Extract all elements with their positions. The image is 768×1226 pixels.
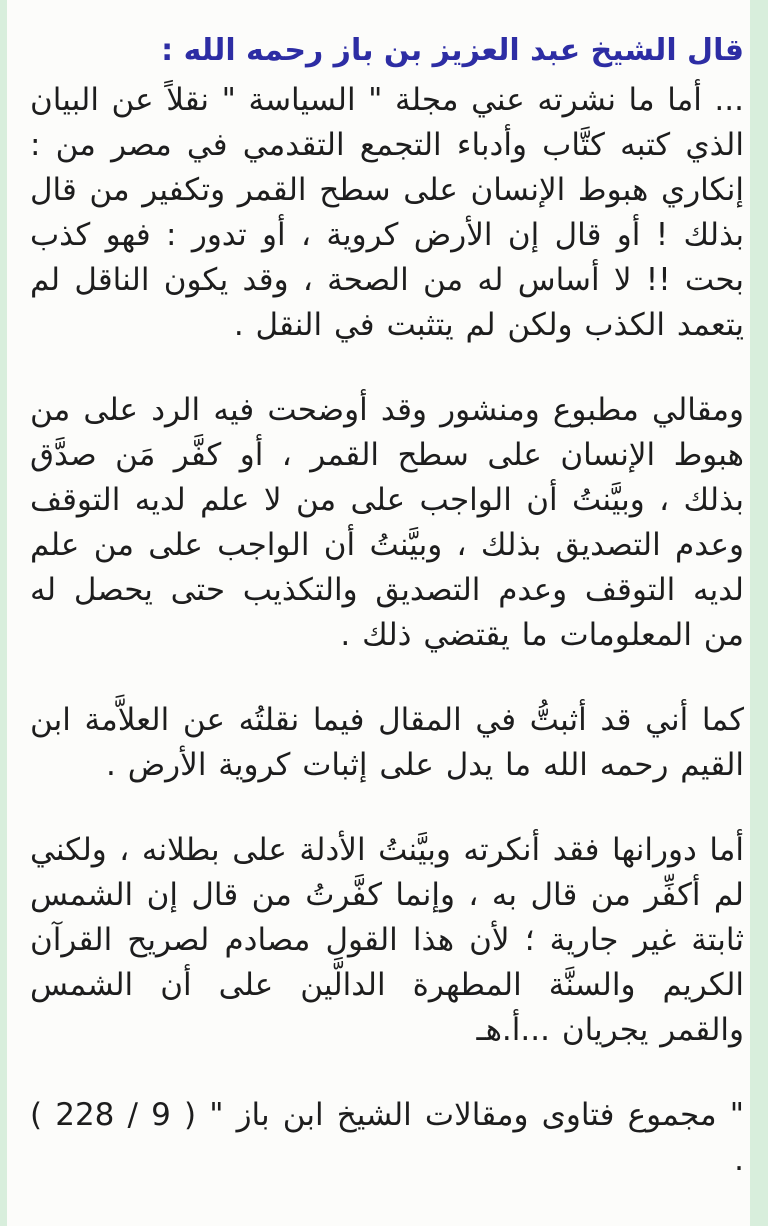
right-edge-stripe [750, 0, 768, 1226]
quote-paragraph-1: ... أما ما نشرته عني مجلة " السياسة " نقلاً عن البيان الذي كتبه كتَّاب وأدباء التجمع التقدمي في مصر من : إنكاري هبوط الإنسان على سطح القمر وتكفير من قال بذلك ! أو قال إن الأرض كروية ، أو تدور : فهو كذب بحت !! لا أساس له من الصحة ، وقد يكون الناقل لم يتعمد الكذب ولكن لم يتثبت في النقل . [30, 82, 744, 343]
left-edge-stripe [0, 0, 7, 1226]
quote-paragraph-3: كما أني قد أثبتُّ في المقال فيما نقلتُه عن العلاَّمة ابن القيم رحمه الله ما يدل على إثبات كروية الأرض . [30, 702, 744, 783]
quote-paragraph-4: أما دورانها فقد أنكرته وبيَّنتُ الأدلة على بطلانه ، ولكني لم أكفِّر من قال به ، وإنما كفَّرتُ من قال إن الشمس ثابتة غير جارية ؛ لأن هذا القول مصادم لصريح القرآن الكريم والسنَّة المطهرة الدالَّين على أن الشمس والقمر يجريان ...أ.هـ [30, 832, 744, 1048]
page-title: قال الشيخ عبد العزيز بن باز رحمه الله : [161, 33, 744, 68]
source-reference: " مجموع فتاوى ومقالات الشيخ ابن باز " ( 9 / 228 ) . [30, 1097, 745, 1178]
text-content [30, 30, 744, 1183]
quote-paragraph-2: ومقالي مطبوع ومنشور وقد أوضحت فيه الرد على من هبوط الإنسان على سطح القمر ، أو كفَّر مَن صدَّق بذلك ، وبيَّنتُ أن الواجب على من لا علم لديه التوقف وعدم التصديق بذلك ، وبيَّنتُ أن الواجب على من علم لديه التوقف وعدم التصديق والتكذيب حتى يحصل له من المعلومات ما يقتضي ذلك . [30, 392, 744, 653]
